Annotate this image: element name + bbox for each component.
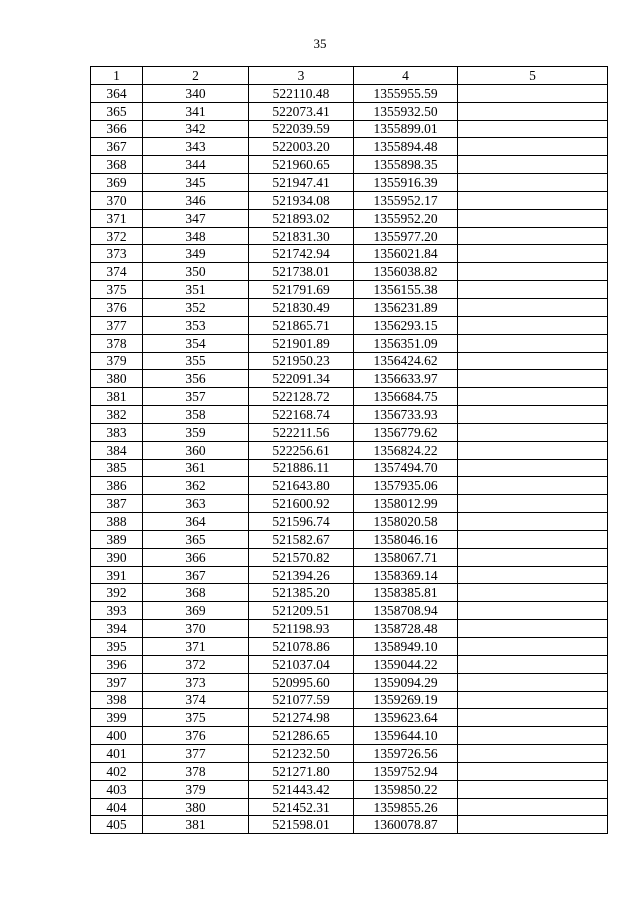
table-cell-col-3: 521934.08 bbox=[249, 191, 354, 209]
table-cell-col-2: 377 bbox=[143, 745, 249, 763]
table-cell-col-4: 1358369.14 bbox=[354, 566, 458, 584]
table-cell-col-3: 521960.65 bbox=[249, 156, 354, 174]
table-cell-col-5 bbox=[458, 281, 608, 299]
table-cell-col-2: 343 bbox=[143, 138, 249, 156]
table-cell-col-1: 386 bbox=[91, 477, 143, 495]
table-cell-col-2: 381 bbox=[143, 816, 249, 834]
table-cell-col-1: 387 bbox=[91, 495, 143, 513]
table-row bbox=[91, 727, 608, 745]
table-cell-col-2: 344 bbox=[143, 156, 249, 174]
table-row bbox=[91, 620, 608, 638]
table-cell-col-5 bbox=[458, 156, 608, 174]
table-cell-col-2: 350 bbox=[143, 263, 249, 281]
table-cell-col-1: 364 bbox=[91, 84, 143, 102]
table-cell-col-1: 366 bbox=[91, 120, 143, 138]
table-cell-col-2: 376 bbox=[143, 727, 249, 745]
table-cell-col-4: 1359623.64 bbox=[354, 709, 458, 727]
table-cell-col-1: 367 bbox=[91, 138, 143, 156]
table-cell-col-2: 354 bbox=[143, 334, 249, 352]
table-cell-col-5 bbox=[458, 120, 608, 138]
table-row bbox=[91, 602, 608, 620]
table-cell-col-3: 521198.93 bbox=[249, 620, 354, 638]
table-cell-col-5 bbox=[458, 530, 608, 548]
page-number: 35 bbox=[313, 36, 327, 51]
table-cell-col-3: 521037.04 bbox=[249, 655, 354, 673]
table-cell-col-4: 1359644.10 bbox=[354, 727, 458, 745]
table-cell-col-2: 379 bbox=[143, 780, 249, 798]
table-row bbox=[91, 673, 608, 691]
table-cell-col-5 bbox=[458, 548, 608, 566]
table-cell-col-5 bbox=[458, 495, 608, 513]
table-cell-col-4: 1357935.06 bbox=[354, 477, 458, 495]
table-cell-col-2: 349 bbox=[143, 245, 249, 263]
table-cell-col-5 bbox=[458, 388, 608, 406]
table-cell-col-5 bbox=[458, 691, 608, 709]
table-cell-col-1: 373 bbox=[91, 245, 143, 263]
table-cell-col-4: 1359752.94 bbox=[354, 762, 458, 780]
table-cell-col-1: 379 bbox=[91, 352, 143, 370]
table-cell-col-4: 1356351.09 bbox=[354, 334, 458, 352]
table-cell-col-5 bbox=[458, 602, 608, 620]
table-cell-col-4: 1356424.62 bbox=[354, 352, 458, 370]
table-row bbox=[91, 548, 608, 566]
table-cell-col-5 bbox=[458, 762, 608, 780]
table-cell-col-5 bbox=[458, 174, 608, 192]
table-cell-col-1: 395 bbox=[91, 638, 143, 656]
table-cell-col-3: 521582.67 bbox=[249, 530, 354, 548]
table-cell-col-1: 393 bbox=[91, 602, 143, 620]
header-col-5: 5 bbox=[458, 67, 608, 85]
table-cell-col-4: 1356733.93 bbox=[354, 406, 458, 424]
table-cell-col-1: 392 bbox=[91, 584, 143, 602]
table-cell-col-5 bbox=[458, 406, 608, 424]
table-cell-col-4: 1356779.62 bbox=[354, 423, 458, 441]
table-cell-col-3: 521394.26 bbox=[249, 566, 354, 584]
table-cell-col-3: 521078.86 bbox=[249, 638, 354, 656]
table-cell-col-3: 522211.56 bbox=[249, 423, 354, 441]
table-cell-col-5 bbox=[458, 227, 608, 245]
table-row bbox=[91, 477, 608, 495]
table-row bbox=[91, 459, 608, 477]
table-cell-col-1: 378 bbox=[91, 334, 143, 352]
table-cell-col-3: 520995.60 bbox=[249, 673, 354, 691]
table-cell-col-1: 370 bbox=[91, 191, 143, 209]
table-cell-col-5 bbox=[458, 584, 608, 602]
table-cell-col-1: 390 bbox=[91, 548, 143, 566]
table-cell-col-5 bbox=[458, 655, 608, 673]
table-cell-col-4: 1355894.48 bbox=[354, 138, 458, 156]
table-body bbox=[91, 84, 608, 833]
table-cell-col-4: 1355932.50 bbox=[354, 102, 458, 120]
table-cell-col-2: 378 bbox=[143, 762, 249, 780]
table-cell-col-3: 522039.59 bbox=[249, 120, 354, 138]
table-cell-col-5 bbox=[458, 263, 608, 281]
table-cell-col-5 bbox=[458, 423, 608, 441]
table-row bbox=[91, 423, 608, 441]
table-row bbox=[91, 209, 608, 227]
table-cell-col-1: 396 bbox=[91, 655, 143, 673]
table-cell-col-3: 521385.20 bbox=[249, 584, 354, 602]
table-cell-col-5 bbox=[458, 566, 608, 584]
table-cell-col-5 bbox=[458, 352, 608, 370]
table-row bbox=[91, 191, 608, 209]
table-cell-col-5 bbox=[458, 780, 608, 798]
table-cell-col-4: 1356155.38 bbox=[354, 281, 458, 299]
table-cell-col-5 bbox=[458, 709, 608, 727]
table-cell-col-4: 1359094.29 bbox=[354, 673, 458, 691]
table-row bbox=[91, 334, 608, 352]
table-row bbox=[91, 566, 608, 584]
table-row bbox=[91, 762, 608, 780]
table-row bbox=[91, 691, 608, 709]
table-cell-col-1: 394 bbox=[91, 620, 143, 638]
table-cell-col-5 bbox=[458, 209, 608, 227]
table-cell-col-4: 1356231.89 bbox=[354, 298, 458, 316]
table-cell-col-4: 1355952.20 bbox=[354, 209, 458, 227]
table-row bbox=[91, 370, 608, 388]
table-row bbox=[91, 263, 608, 281]
table-cell-col-2: 374 bbox=[143, 691, 249, 709]
table-cell-col-3: 521830.49 bbox=[249, 298, 354, 316]
table-cell-col-4: 1358046.16 bbox=[354, 530, 458, 548]
table-cell-col-3: 521831.30 bbox=[249, 227, 354, 245]
table-cell-col-5 bbox=[458, 477, 608, 495]
header-row bbox=[91, 67, 608, 85]
table-cell-col-5 bbox=[458, 638, 608, 656]
table-cell-col-4: 1358012.99 bbox=[354, 495, 458, 513]
table-cell-col-1: 380 bbox=[91, 370, 143, 388]
table-cell-col-4: 1355952.17 bbox=[354, 191, 458, 209]
table-row bbox=[91, 120, 608, 138]
header-col-2: 2 bbox=[143, 67, 249, 85]
table-cell-col-5 bbox=[458, 334, 608, 352]
table-row bbox=[91, 245, 608, 263]
table-cell-col-3: 521643.80 bbox=[249, 477, 354, 495]
table-cell-col-3: 521443.42 bbox=[249, 780, 354, 798]
table-cell-col-4: 1355916.39 bbox=[354, 174, 458, 192]
table-cell-col-3: 521947.41 bbox=[249, 174, 354, 192]
table-cell-col-3: 521232.50 bbox=[249, 745, 354, 763]
table-cell-col-2: 364 bbox=[143, 513, 249, 531]
table-row bbox=[91, 156, 608, 174]
table-row bbox=[91, 513, 608, 531]
table-cell-col-5 bbox=[458, 727, 608, 745]
table-cell-col-5 bbox=[458, 316, 608, 334]
table-cell-col-2: 355 bbox=[143, 352, 249, 370]
table-cell-col-2: 347 bbox=[143, 209, 249, 227]
table-cell-col-3: 522003.20 bbox=[249, 138, 354, 156]
table-cell-col-3: 521570.82 bbox=[249, 548, 354, 566]
table-cell-col-3: 521865.71 bbox=[249, 316, 354, 334]
table-row bbox=[91, 655, 608, 673]
table-cell-col-1: 382 bbox=[91, 406, 143, 424]
table-cell-col-3: 521901.89 bbox=[249, 334, 354, 352]
table-row bbox=[91, 406, 608, 424]
table-cell-col-2: 367 bbox=[143, 566, 249, 584]
table-cell-col-1: 371 bbox=[91, 209, 143, 227]
table-cell-col-4: 1356684.75 bbox=[354, 388, 458, 406]
table-cell-col-1: 385 bbox=[91, 459, 143, 477]
table-cell-col-4: 1355898.35 bbox=[354, 156, 458, 174]
table-row bbox=[91, 745, 608, 763]
table-cell-col-2: 366 bbox=[143, 548, 249, 566]
table-cell-col-4: 1356824.22 bbox=[354, 441, 458, 459]
table-cell-col-1: 374 bbox=[91, 263, 143, 281]
table-cell-col-2: 372 bbox=[143, 655, 249, 673]
table-cell-col-5 bbox=[458, 191, 608, 209]
table-cell-col-1: 398 bbox=[91, 691, 143, 709]
table-cell-col-2: 342 bbox=[143, 120, 249, 138]
header-col-1: 1 bbox=[91, 67, 143, 85]
table-cell-col-5 bbox=[458, 370, 608, 388]
table-cell-col-1: 368 bbox=[91, 156, 143, 174]
table-cell-col-3: 522168.74 bbox=[249, 406, 354, 424]
table-cell-col-1: 375 bbox=[91, 281, 143, 299]
table-cell-col-5 bbox=[458, 459, 608, 477]
table-cell-col-4: 1358067.71 bbox=[354, 548, 458, 566]
table-cell-col-4: 1356633.97 bbox=[354, 370, 458, 388]
table-cell-col-4: 1358728.48 bbox=[354, 620, 458, 638]
table-cell-col-2: 370 bbox=[143, 620, 249, 638]
table-cell-col-3: 522256.61 bbox=[249, 441, 354, 459]
table-cell-col-3: 521742.94 bbox=[249, 245, 354, 263]
table-cell-col-4: 1356038.82 bbox=[354, 263, 458, 281]
table-cell-col-4: 1356021.84 bbox=[354, 245, 458, 263]
table-cell-col-3: 522110.48 bbox=[249, 84, 354, 102]
table-cell-col-3: 522091.34 bbox=[249, 370, 354, 388]
table-cell-col-2: 369 bbox=[143, 602, 249, 620]
table-cell-col-1: 388 bbox=[91, 513, 143, 531]
table-cell-col-1: 404 bbox=[91, 798, 143, 816]
table-cell-col-2: 351 bbox=[143, 281, 249, 299]
table-row bbox=[91, 495, 608, 513]
table-cell-col-2: 368 bbox=[143, 584, 249, 602]
table-row bbox=[91, 798, 608, 816]
table-cell-col-2: 340 bbox=[143, 84, 249, 102]
table-row bbox=[91, 638, 608, 656]
table-cell-col-4: 1355955.59 bbox=[354, 84, 458, 102]
table-cell-col-1: 376 bbox=[91, 298, 143, 316]
table-cell-col-3: 522128.72 bbox=[249, 388, 354, 406]
table-cell-col-4: 1358385.81 bbox=[354, 584, 458, 602]
table-cell-col-2: 373 bbox=[143, 673, 249, 691]
table-cell-col-1: 397 bbox=[91, 673, 143, 691]
table-cell-col-4: 1356293.15 bbox=[354, 316, 458, 334]
table-cell-col-1: 377 bbox=[91, 316, 143, 334]
table-cell-col-3: 521791.69 bbox=[249, 281, 354, 299]
table-cell-col-4: 1359850.22 bbox=[354, 780, 458, 798]
table-cell-col-2: 352 bbox=[143, 298, 249, 316]
table-cell-col-3: 521738.01 bbox=[249, 263, 354, 281]
table-cell-col-4: 1359044.22 bbox=[354, 655, 458, 673]
table-cell-col-1: 405 bbox=[91, 816, 143, 834]
table-cell-col-5 bbox=[458, 441, 608, 459]
table-cell-col-2: 358 bbox=[143, 406, 249, 424]
header-col-4: 4 bbox=[354, 67, 458, 85]
table-row bbox=[91, 530, 608, 548]
table-cell-col-5 bbox=[458, 620, 608, 638]
table-cell-col-5 bbox=[458, 745, 608, 763]
table-row bbox=[91, 227, 608, 245]
table-cell-col-4: 1355899.01 bbox=[354, 120, 458, 138]
table-cell-col-1: 381 bbox=[91, 388, 143, 406]
table-cell-col-2: 380 bbox=[143, 798, 249, 816]
table-cell-col-4: 1358949.10 bbox=[354, 638, 458, 656]
table-row bbox=[91, 102, 608, 120]
table-cell-col-2: 353 bbox=[143, 316, 249, 334]
table-cell-col-2: 357 bbox=[143, 388, 249, 406]
table-cell-col-1: 384 bbox=[91, 441, 143, 459]
table-cell-col-2: 360 bbox=[143, 441, 249, 459]
table-cell-col-4: 1357494.70 bbox=[354, 459, 458, 477]
table-cell-col-3: 521274.98 bbox=[249, 709, 354, 727]
table-cell-col-1: 369 bbox=[91, 174, 143, 192]
table-cell-col-2: 348 bbox=[143, 227, 249, 245]
table-cell-col-1: 391 bbox=[91, 566, 143, 584]
table-row bbox=[91, 138, 608, 156]
table-cell-col-5 bbox=[458, 673, 608, 691]
table-cell-col-1: 402 bbox=[91, 762, 143, 780]
table-cell-col-3: 521893.02 bbox=[249, 209, 354, 227]
table-cell-col-2: 361 bbox=[143, 459, 249, 477]
table-cell-col-1: 372 bbox=[91, 227, 143, 245]
table-row bbox=[91, 316, 608, 334]
table-row bbox=[91, 388, 608, 406]
header-col-3: 3 bbox=[249, 67, 354, 85]
table-cell-col-5 bbox=[458, 84, 608, 102]
table-cell-col-1: 383 bbox=[91, 423, 143, 441]
table-cell-col-5 bbox=[458, 245, 608, 263]
table-cell-col-3: 522073.41 bbox=[249, 102, 354, 120]
table-cell-col-3: 521452.31 bbox=[249, 798, 354, 816]
table-cell-col-2: 356 bbox=[143, 370, 249, 388]
table-cell-col-3: 521598.01 bbox=[249, 816, 354, 834]
table-row bbox=[91, 298, 608, 316]
table-cell-col-1: 389 bbox=[91, 530, 143, 548]
table-cell-col-1: 400 bbox=[91, 727, 143, 745]
table-row bbox=[91, 816, 608, 834]
table-cell-col-4: 1358020.58 bbox=[354, 513, 458, 531]
table-cell-col-2: 359 bbox=[143, 423, 249, 441]
table-cell-col-5 bbox=[458, 138, 608, 156]
table-cell-col-4: 1355977.20 bbox=[354, 227, 458, 245]
table-cell-col-4: 1359726.56 bbox=[354, 745, 458, 763]
table-cell-col-1: 365 bbox=[91, 102, 143, 120]
table-cell-col-5 bbox=[458, 798, 608, 816]
table-cell-col-4: 1359269.19 bbox=[354, 691, 458, 709]
table-row bbox=[91, 352, 608, 370]
table-cell-col-5 bbox=[458, 102, 608, 120]
table-cell-col-3: 521286.65 bbox=[249, 727, 354, 745]
table-cell-col-2: 345 bbox=[143, 174, 249, 192]
table-cell-col-2: 362 bbox=[143, 477, 249, 495]
table-cell-col-2: 341 bbox=[143, 102, 249, 120]
table-row bbox=[91, 441, 608, 459]
table-cell-col-4: 1360078.87 bbox=[354, 816, 458, 834]
table-cell-col-4: 1358708.94 bbox=[354, 602, 458, 620]
table-cell-col-2: 346 bbox=[143, 191, 249, 209]
table-row bbox=[91, 174, 608, 192]
table-cell-col-1: 399 bbox=[91, 709, 143, 727]
table-row bbox=[91, 84, 608, 102]
table-cell-col-2: 371 bbox=[143, 638, 249, 656]
table-cell-col-1: 403 bbox=[91, 780, 143, 798]
table-cell-col-1: 401 bbox=[91, 745, 143, 763]
table-cell-col-4: 1359855.26 bbox=[354, 798, 458, 816]
table-cell-col-2: 365 bbox=[143, 530, 249, 548]
table-cell-col-3: 521886.11 bbox=[249, 459, 354, 477]
table-cell-col-3: 521950.23 bbox=[249, 352, 354, 370]
table-row bbox=[91, 584, 608, 602]
table-cell-col-3: 521077.59 bbox=[249, 691, 354, 709]
table-cell-col-3: 521271.80 bbox=[249, 762, 354, 780]
table-row bbox=[91, 709, 608, 727]
table-cell-col-2: 363 bbox=[143, 495, 249, 513]
table-row bbox=[91, 780, 608, 798]
table-cell-col-3: 521600.92 bbox=[249, 495, 354, 513]
table-cell-col-5 bbox=[458, 816, 608, 834]
table-cell-col-2: 375 bbox=[143, 709, 249, 727]
table-cell-col-3: 521596.74 bbox=[249, 513, 354, 531]
table-cell-col-3: 521209.51 bbox=[249, 602, 354, 620]
table-header bbox=[91, 67, 608, 85]
table-cell-col-5 bbox=[458, 513, 608, 531]
coordinates-table bbox=[90, 66, 608, 834]
table-row bbox=[91, 281, 608, 299]
table-cell-col-5 bbox=[458, 298, 608, 316]
